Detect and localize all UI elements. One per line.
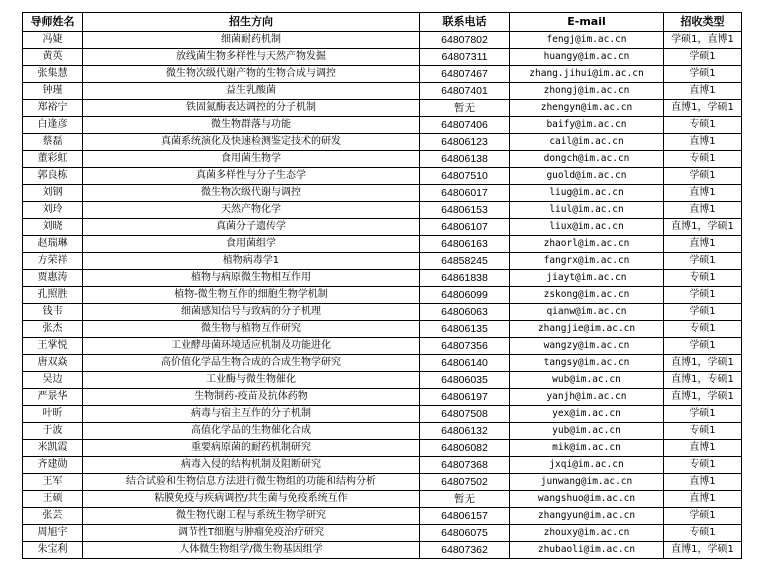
header-admission-type: 招收类型 [664, 13, 742, 32]
research-direction-cell: 微生物次级代谢产物的生物合成与调控 [83, 66, 420, 83]
research-direction-cell: 细菌感知信号与致病的分子机理 [83, 304, 420, 321]
email-cell: wub@im.ac.cn [510, 372, 664, 389]
research-direction-cell: 粘膜免疫与疾病调控/共生菌与免疫系统互作 [83, 491, 420, 508]
email-cell: jiayt@im.ac.cn [510, 270, 664, 287]
phone-cell: 64806017 [420, 185, 510, 202]
email-cell: fangrx@im.ac.cn [510, 253, 664, 270]
table-row [23, 270, 742, 287]
advisor-name-cell: 蔡磊 [23, 134, 83, 151]
research-direction-cell: 天然产物化学 [83, 202, 420, 219]
advisor-name-cell: 张集慧 [23, 66, 83, 83]
advisor-name-cell: 郭良栋 [23, 168, 83, 185]
advisor-table [22, 12, 742, 559]
admission-type-cell: 学硕1 [664, 66, 742, 83]
admission-type-cell: 直博1 [664, 202, 742, 219]
research-direction-cell: 工业酵母菌环境适应机制及功能进化 [83, 338, 420, 355]
phone-cell: 64807802 [420, 32, 510, 49]
advisor-name-cell: 唐双焱 [23, 355, 83, 372]
admission-type-cell: 直博1 [664, 440, 742, 457]
research-direction-cell: 微生物群落与功能 [83, 117, 420, 134]
phone-cell: 64806082 [420, 440, 510, 457]
advisor-name-cell: 赵瑞琳 [23, 236, 83, 253]
advisor-name-cell: 孔照胜 [23, 287, 83, 304]
phone-cell: 64806138 [420, 151, 510, 168]
research-direction-cell: 调节性T细胞与肿瘤免疫治疗研究 [83, 525, 420, 542]
research-direction-cell: 病毒入侵的结构机制及阻断研究 [83, 457, 420, 474]
email-cell: mik@im.ac.cn [510, 440, 664, 457]
advisor-name-cell: 钟瑾 [23, 83, 83, 100]
email-cell: guold@im.ac.cn [510, 168, 664, 185]
admission-type-cell: 直博1，学硕1 [664, 219, 742, 236]
admission-type-cell: 直博1，学硕1 [664, 542, 742, 559]
admission-type-cell: 学硕1 [664, 168, 742, 185]
research-direction-cell: 植物病毒学1 [83, 253, 420, 270]
phone-cell: 64807502 [420, 474, 510, 491]
admission-type-cell: 专硕1 [664, 270, 742, 287]
table-row [23, 542, 742, 559]
table-row [23, 321, 742, 338]
phone-cell: 64806075 [420, 525, 510, 542]
table-row [23, 219, 742, 236]
advisor-name-cell: 朱宝利 [23, 542, 83, 559]
table-header-row [23, 13, 742, 32]
admission-type-cell: 学硕1 [664, 253, 742, 270]
table-row [23, 236, 742, 253]
advisor-name-cell: 叶昕 [23, 406, 83, 423]
admission-type-cell: 专硕1 [664, 525, 742, 542]
phone-cell: 64806107 [420, 219, 510, 236]
table-row [23, 49, 742, 66]
admission-type-cell: 学硕1 [664, 304, 742, 321]
email-cell: liul@im.ac.cn [510, 202, 664, 219]
table-row [23, 525, 742, 542]
admission-type-cell: 专硕1 [664, 457, 742, 474]
email-cell: zhubaoli@im.ac.cn [510, 542, 664, 559]
admission-type-cell: 直博1 [664, 491, 742, 508]
admission-type-cell: 直博1 [664, 185, 742, 202]
table-row [23, 406, 742, 423]
research-direction-cell: 食用菌生物学 [83, 151, 420, 168]
research-direction-cell: 植物-微生物互作的细胞生物学机制 [83, 287, 420, 304]
phone-cell: 64806197 [420, 389, 510, 406]
advisor-name-cell: 黄英 [23, 49, 83, 66]
advisor-name-cell: 刘玲 [23, 202, 83, 219]
advisor-table-container [22, 12, 742, 559]
admission-type-cell: 直博1 [664, 83, 742, 100]
admission-type-cell: 学硕1 [664, 406, 742, 423]
email-cell: zhengyn@im.ac.cn [510, 100, 664, 117]
email-cell: baify@im.ac.cn [510, 117, 664, 134]
phone-cell: 64806099 [420, 287, 510, 304]
phone-cell: 暂无 [420, 491, 510, 508]
header-advisor-name: 导师姓名 [23, 13, 83, 32]
table-row [23, 491, 742, 508]
table-row [23, 372, 742, 389]
table-row [23, 83, 742, 100]
phone-cell: 64807368 [420, 457, 510, 474]
research-direction-cell: 高价值化学品生物合成的合成生物学研究 [83, 355, 420, 372]
table-row [23, 338, 742, 355]
research-direction-cell: 结合试验和生物信息方法进行微生物组的功能和结构分析 [83, 474, 420, 491]
email-cell: zhaorl@im.ac.cn [510, 236, 664, 253]
email-cell: qianw@im.ac.cn [510, 304, 664, 321]
email-cell: yub@im.ac.cn [510, 423, 664, 440]
research-direction-cell: 植物与病原微生物相互作用 [83, 270, 420, 287]
table-row [23, 66, 742, 83]
email-cell: yanjh@im.ac.cn [510, 389, 664, 406]
research-direction-cell: 真菌多样性与分子生态学 [83, 168, 420, 185]
email-cell: cail@im.ac.cn [510, 134, 664, 151]
table-row [23, 32, 742, 49]
research-direction-cell: 微生物与植物互作研究 [83, 321, 420, 338]
email-cell: zhangjie@im.ac.cn [510, 321, 664, 338]
admission-type-cell: 直博1，专硕1 [664, 372, 742, 389]
phone-cell: 64807362 [420, 542, 510, 559]
phone-cell: 暂无 [420, 100, 510, 117]
table-row [23, 100, 742, 117]
research-direction-cell: 放线菌生物多样性与天然产物发掘 [83, 49, 420, 66]
advisor-name-cell: 钱韦 [23, 304, 83, 321]
research-direction-cell: 工业酶与微生物催化 [83, 372, 420, 389]
advisor-name-cell: 王掌悦 [23, 338, 83, 355]
phone-cell: 64807510 [420, 168, 510, 185]
advisor-name-cell: 冯婕 [23, 32, 83, 49]
research-direction-cell: 细菌耐药机制 [83, 32, 420, 49]
phone-cell: 64807401 [420, 83, 510, 100]
advisor-name-cell: 白逢彦 [23, 117, 83, 134]
research-direction-cell: 微生物次级代谢与调控 [83, 185, 420, 202]
research-direction-cell: 铁固氮酶表达调控的分子机制 [83, 100, 420, 117]
table-row [23, 117, 742, 134]
email-cell: zhang.jihui@im.ac.cn [510, 66, 664, 83]
table-row [23, 168, 742, 185]
table-body [23, 32, 742, 559]
research-direction-cell: 微生物代谢工程与系统生物学研究 [83, 508, 420, 525]
advisor-name-cell: 贾惠涛 [23, 270, 83, 287]
phone-cell: 64806163 [420, 236, 510, 253]
phone-cell: 64806140 [420, 355, 510, 372]
email-cell: wangzy@im.ac.cn [510, 338, 664, 355]
research-direction-cell: 病毒与宿主互作的分子机制 [83, 406, 420, 423]
advisor-name-cell: 方荣祥 [23, 253, 83, 270]
table-row [23, 287, 742, 304]
email-cell: liug@im.ac.cn [510, 185, 664, 202]
admission-type-cell: 专硕1 [664, 151, 742, 168]
phone-cell: 64807467 [420, 66, 510, 83]
table-row [23, 474, 742, 491]
table-row [23, 423, 742, 440]
research-direction-cell: 真菌分子遗传学 [83, 219, 420, 236]
admission-type-cell: 直博1 [664, 134, 742, 151]
advisor-name-cell: 严景华 [23, 389, 83, 406]
admission-type-cell: 学硕1 [664, 338, 742, 355]
phone-cell: 64806035 [420, 372, 510, 389]
table-row [23, 134, 742, 151]
admission-type-cell: 直博1 [664, 236, 742, 253]
email-cell: wangshuo@im.ac.cn [510, 491, 664, 508]
email-cell: zhouxy@im.ac.cn [510, 525, 664, 542]
email-cell: tangsy@im.ac.cn [510, 355, 664, 372]
phone-cell: 64806123 [420, 134, 510, 151]
email-cell: yex@im.ac.cn [510, 406, 664, 423]
table-row [23, 253, 742, 270]
email-cell: zhangyun@im.ac.cn [510, 508, 664, 525]
admission-type-cell: 专硕1 [664, 321, 742, 338]
research-direction-cell: 食用菌组学 [83, 236, 420, 253]
admission-type-cell: 直博1，学硕1 [664, 355, 742, 372]
admission-type-cell: 直博1，学硕1 [664, 389, 742, 406]
advisor-name-cell: 张杰 [23, 321, 83, 338]
table-row [23, 202, 742, 219]
research-direction-cell: 益生乳酸菌 [83, 83, 420, 100]
header-research-direction: 招生方向 [83, 13, 420, 32]
advisor-name-cell: 周旭宇 [23, 525, 83, 542]
table-row [23, 440, 742, 457]
admission-type-cell: 专硕1 [664, 117, 742, 134]
phone-cell: 64806132 [420, 423, 510, 440]
admission-type-cell: 学硕1 [664, 508, 742, 525]
email-cell: dongch@im.ac.cn [510, 151, 664, 168]
admission-type-cell: 学硕1 [664, 49, 742, 66]
phone-cell: 64807406 [420, 117, 510, 134]
table-row [23, 304, 742, 321]
admission-type-cell: 学硕1，直博1 [664, 32, 742, 49]
header-email: E-mail [510, 13, 664, 32]
email-cell: zhongj@im.ac.cn [510, 83, 664, 100]
phone-cell: 64807311 [420, 49, 510, 66]
advisor-name-cell: 郑裕宁 [23, 100, 83, 117]
header-phone: 联系电话 [420, 13, 510, 32]
admission-type-cell: 学硕1 [664, 287, 742, 304]
advisor-name-cell: 米凯霞 [23, 440, 83, 457]
email-cell: zskong@im.ac.cn [510, 287, 664, 304]
research-direction-cell: 高值化学品的生物催化合成 [83, 423, 420, 440]
email-cell: fengj@im.ac.cn [510, 32, 664, 49]
phone-cell: 64858245 [420, 253, 510, 270]
table-row [23, 355, 742, 372]
phone-cell: 64806157 [420, 508, 510, 525]
advisor-name-cell: 齐建勋 [23, 457, 83, 474]
advisor-name-cell: 于波 [23, 423, 83, 440]
phone-cell: 64806135 [420, 321, 510, 338]
email-cell: junwang@im.ac.cn [510, 474, 664, 491]
advisor-name-cell: 刘晓 [23, 219, 83, 236]
advisor-name-cell: 王硕 [23, 491, 83, 508]
advisor-name-cell: 张芸 [23, 508, 83, 525]
phone-cell: 64861838 [420, 270, 510, 287]
phone-cell: 64807356 [420, 338, 510, 355]
admission-type-cell: 直博1，学硕1 [664, 100, 742, 117]
table-row [23, 151, 742, 168]
table-row [23, 457, 742, 474]
phone-cell: 64806063 [420, 304, 510, 321]
table-row [23, 389, 742, 406]
email-cell: liux@im.ac.cn [510, 219, 664, 236]
advisor-name-cell: 王军 [23, 474, 83, 491]
table-row [23, 185, 742, 202]
admission-type-cell: 专硕1 [664, 423, 742, 440]
email-cell: huangy@im.ac.cn [510, 49, 664, 66]
phone-cell: 64806153 [420, 202, 510, 219]
phone-cell: 64807508 [420, 406, 510, 423]
research-direction-cell: 重要病原菌的耐药机制研究 [83, 440, 420, 457]
advisor-name-cell: 刘钢 [23, 185, 83, 202]
research-direction-cell: 真菌系统演化及快速检测鉴定技术的研发 [83, 134, 420, 151]
table-row [23, 508, 742, 525]
advisor-name-cell: 董彩虹 [23, 151, 83, 168]
advisor-name-cell: 吴边 [23, 372, 83, 389]
email-cell: jxqi@im.ac.cn [510, 457, 664, 474]
admission-type-cell: 直博1 [664, 474, 742, 491]
research-direction-cell: 人体微生物组学/微生物基因组学 [83, 542, 420, 559]
research-direction-cell: 生物制药-疫苗及抗体药物 [83, 389, 420, 406]
